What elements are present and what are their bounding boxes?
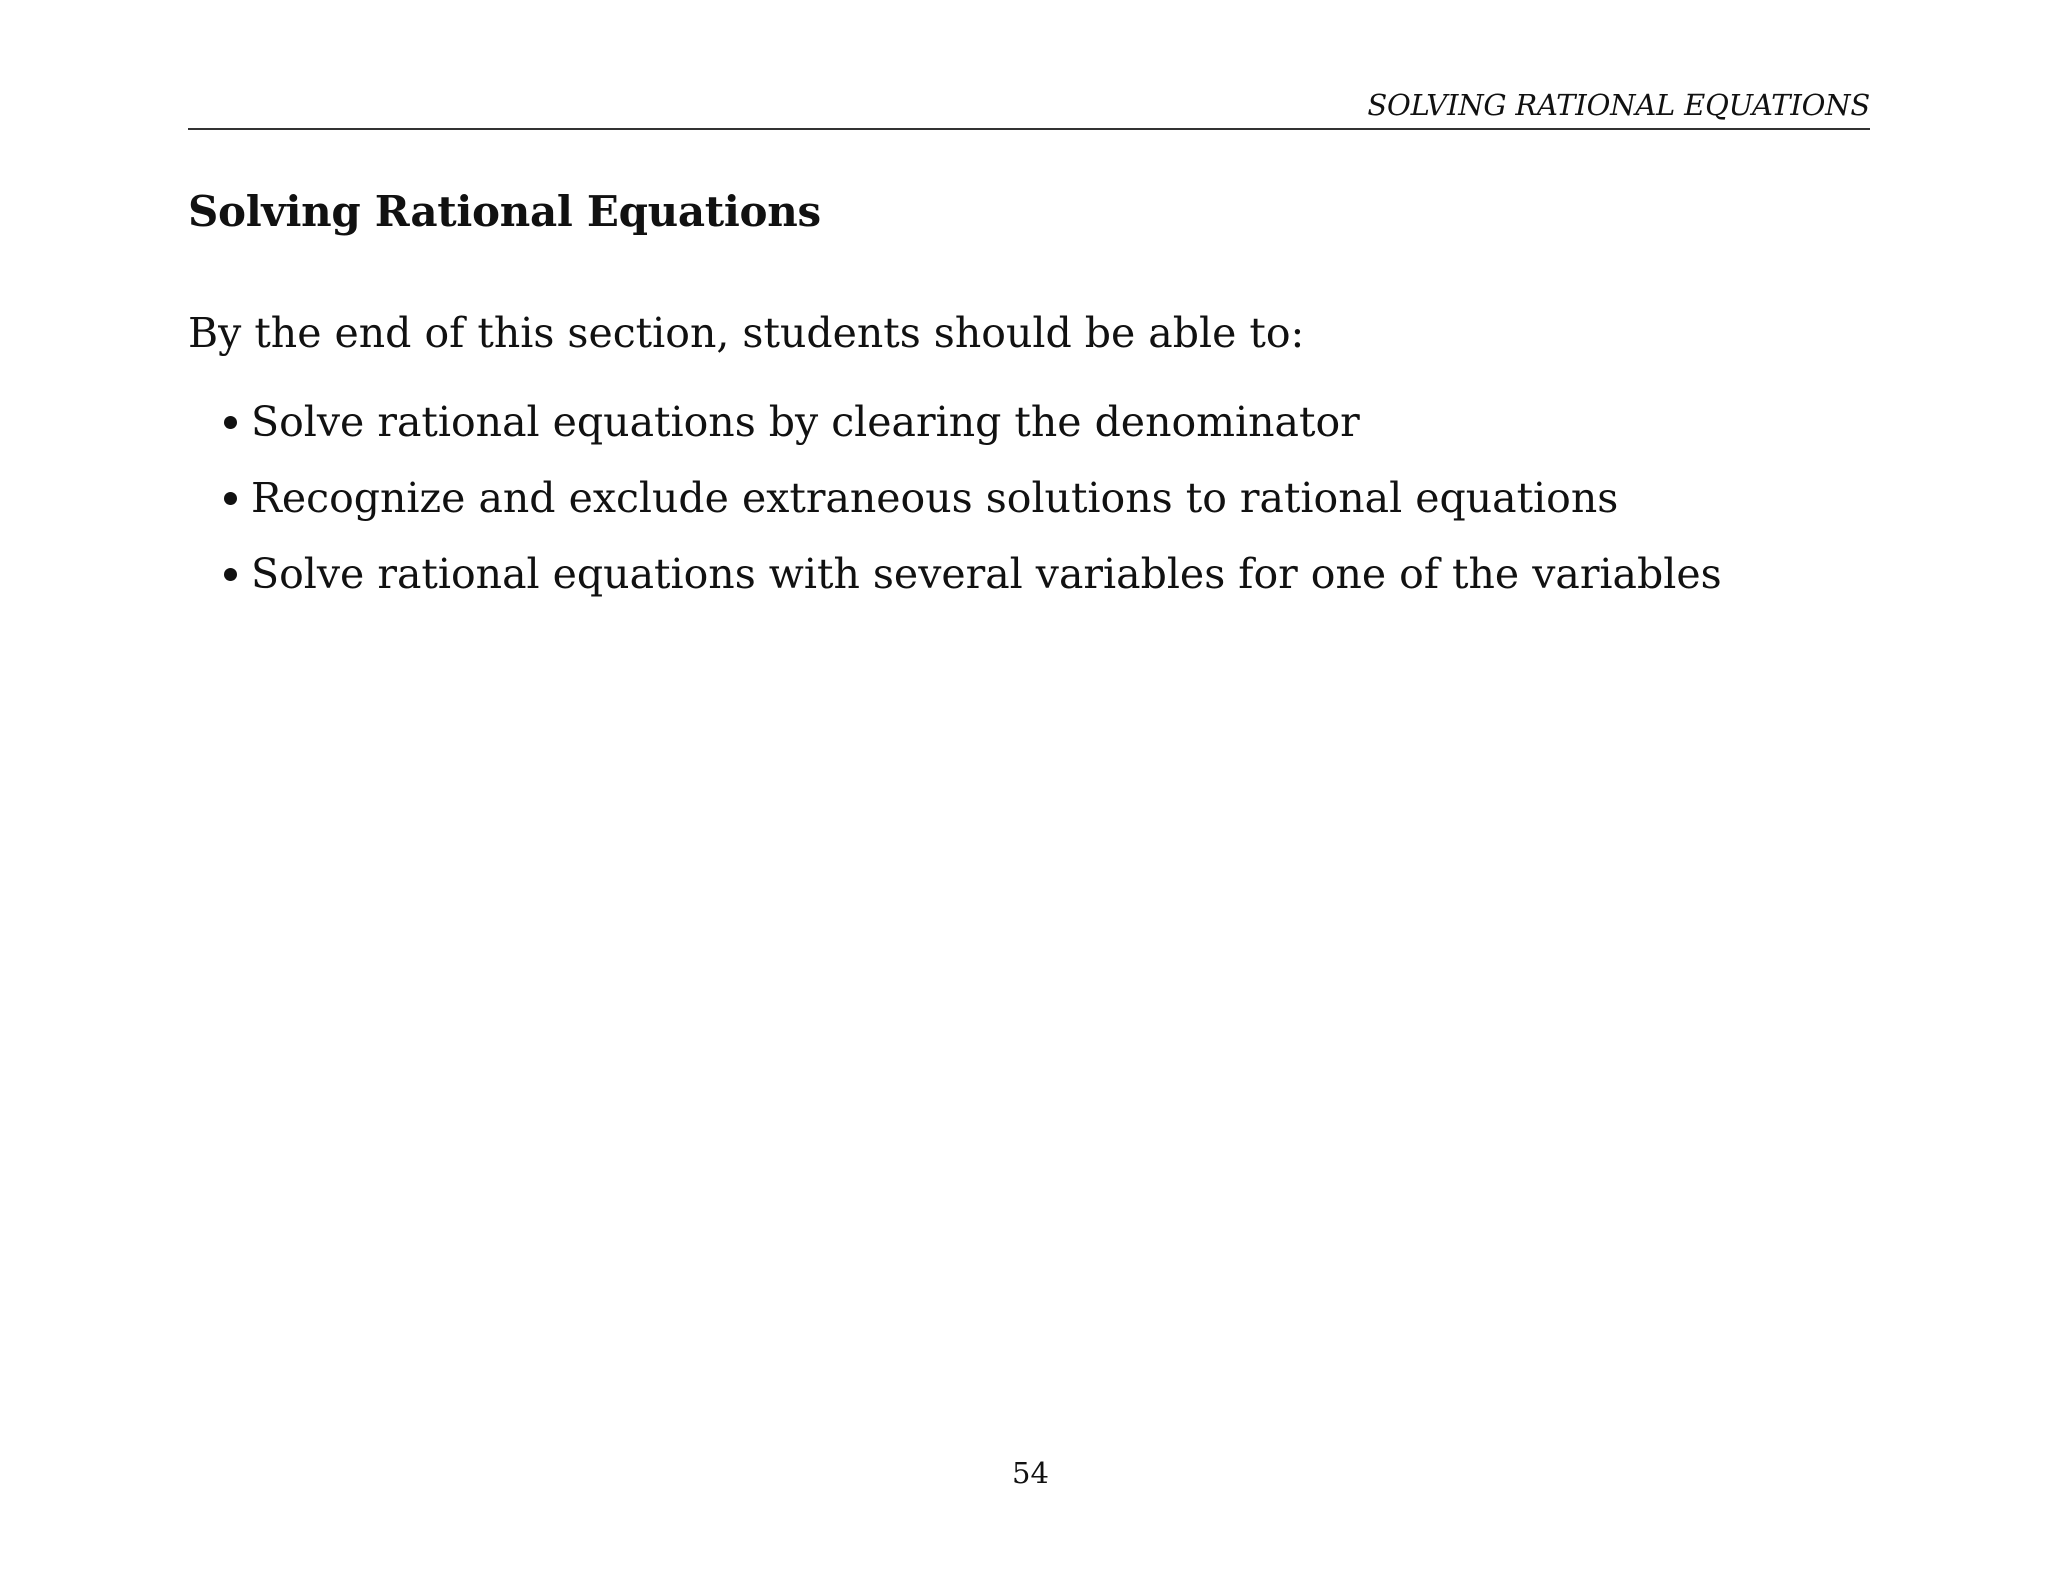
intro-text: By the end of this section, students should be able to:: [188, 309, 1305, 357]
section-title: Solving Rational Equations: [188, 187, 821, 236]
learning-objective-text: Recognize and exclude extraneous solutions to rational equations: [251, 474, 1619, 522]
bullet-icon: [224, 568, 237, 581]
page-number: 54: [1012, 1456, 1049, 1490]
bullet-icon: [224, 416, 237, 429]
learning-objective-item: [224, 460, 1722, 536]
header-divider: [188, 128, 1870, 130]
learning-objectives-list: [224, 384, 1722, 612]
learning-objective-text: Solve rational equations with several variables for one of the variables: [251, 550, 1722, 598]
learning-objective-text: Solve rational equations by clearing the denominator: [251, 398, 1360, 446]
learning-objective-item: [224, 536, 1722, 612]
bullet-icon: [224, 492, 237, 505]
running-header: SOLVING RATIONAL EQUATIONS: [1367, 88, 1870, 122]
learning-objective-item: [224, 384, 1722, 460]
